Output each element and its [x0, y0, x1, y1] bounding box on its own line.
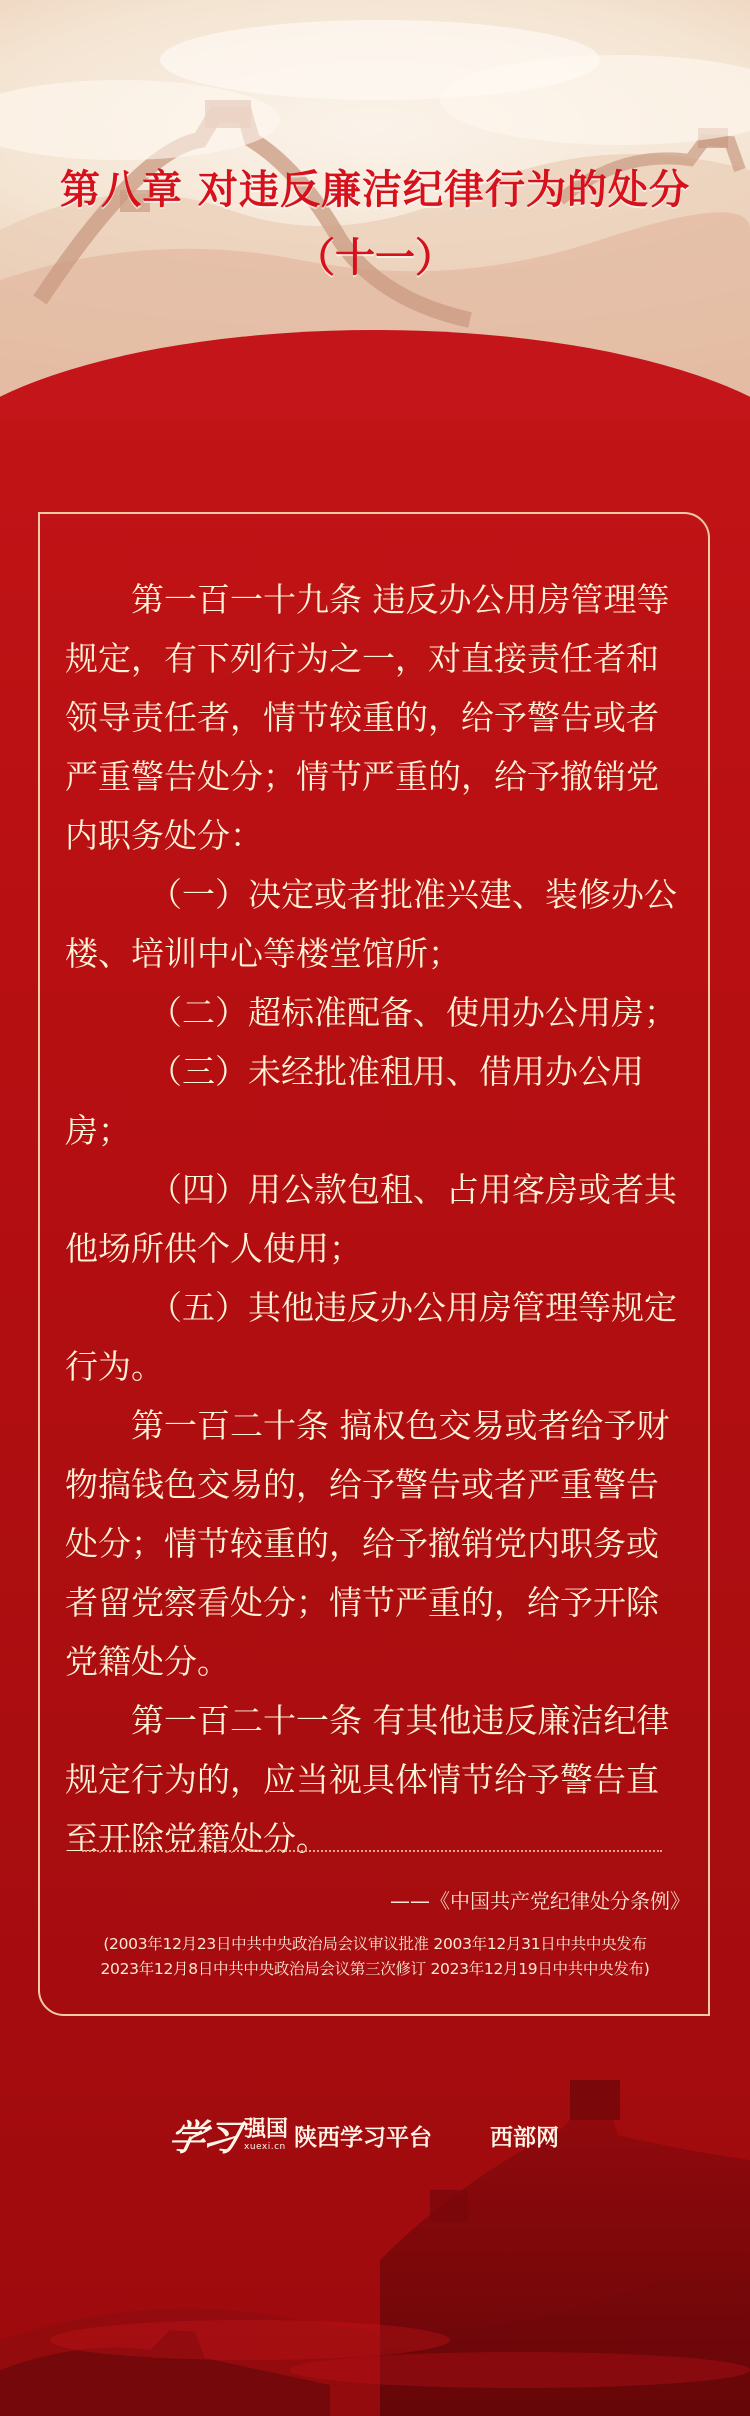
article-121: 第一百二十一条 有其他违反廉洁纪律规定行为的，应当视具体情节给予警告直至开除党籍处分。 — [65, 1701, 670, 1858]
list-item: （四）用公款包租、占用客房或者其他场所供个人使用； — [65, 1170, 677, 1268]
list-item: （二）超标准配备、使用办公用房； — [149, 993, 677, 1032]
list-item: （一）决定或者批准兴建、装修办公楼、培训中心等楼堂馆所； — [65, 875, 677, 973]
partner-name: 西部网 — [490, 2124, 560, 2151]
qiangguo-label: 强国 — [244, 2116, 289, 2142]
list-item: （三）未经批准租用、借用办公用房； — [65, 1052, 644, 1150]
revision-history-line1: (2003年12月23日中共中央政治局会议审议批准 2003年12月31日中共中央发布 — [103, 1935, 647, 1953]
list-item: （五）其他违反办公用房管理等规定行为。 — [65, 1288, 677, 1386]
source-citation: ——《中国共产党纪律处分条例》 — [390, 1889, 690, 1913]
header-banner — [0, 0, 750, 420]
article-120: 第一百二十条 搞权色交易或者给予财物搞钱色交易的，给予警告或者严重警告处分；情节较重的，给予撤销党内职务或者留党察看处分；情节严重的，给予开除党籍处分。 — [65, 1406, 670, 1681]
platform-name: 陕西学习平台 — [294, 2124, 433, 2151]
page-title: 第八章 对违反廉洁纪律行为的处分 — [60, 166, 690, 213]
qiangguo-logo — [244, 2116, 289, 2152]
dotted-divider — [82, 1850, 662, 1852]
article-119: 第一百一十九条 违反办公用房管理等规定，有下列行为之一，对直接责任者和领导责任者，情节较重的，给予警告或者严重警告处分；情节严重的，给予撤销党内职务处分： — [65, 580, 670, 855]
footer-great-wall-illustration — [0, 2040, 750, 2416]
footer-logos — [165, 2110, 560, 2160]
article-text — [65, 570, 690, 1868]
revision-history-line2: 2023年12月8日中共中央政治局会议第三次修订 2023年12月19日中共中央发布) — [100, 1960, 650, 1978]
xuexi-logo: 学习 — [165, 2116, 242, 2159]
logo-domain: xuexi.cn — [244, 2141, 286, 2152]
page-subtitle: （十一） — [295, 234, 455, 281]
